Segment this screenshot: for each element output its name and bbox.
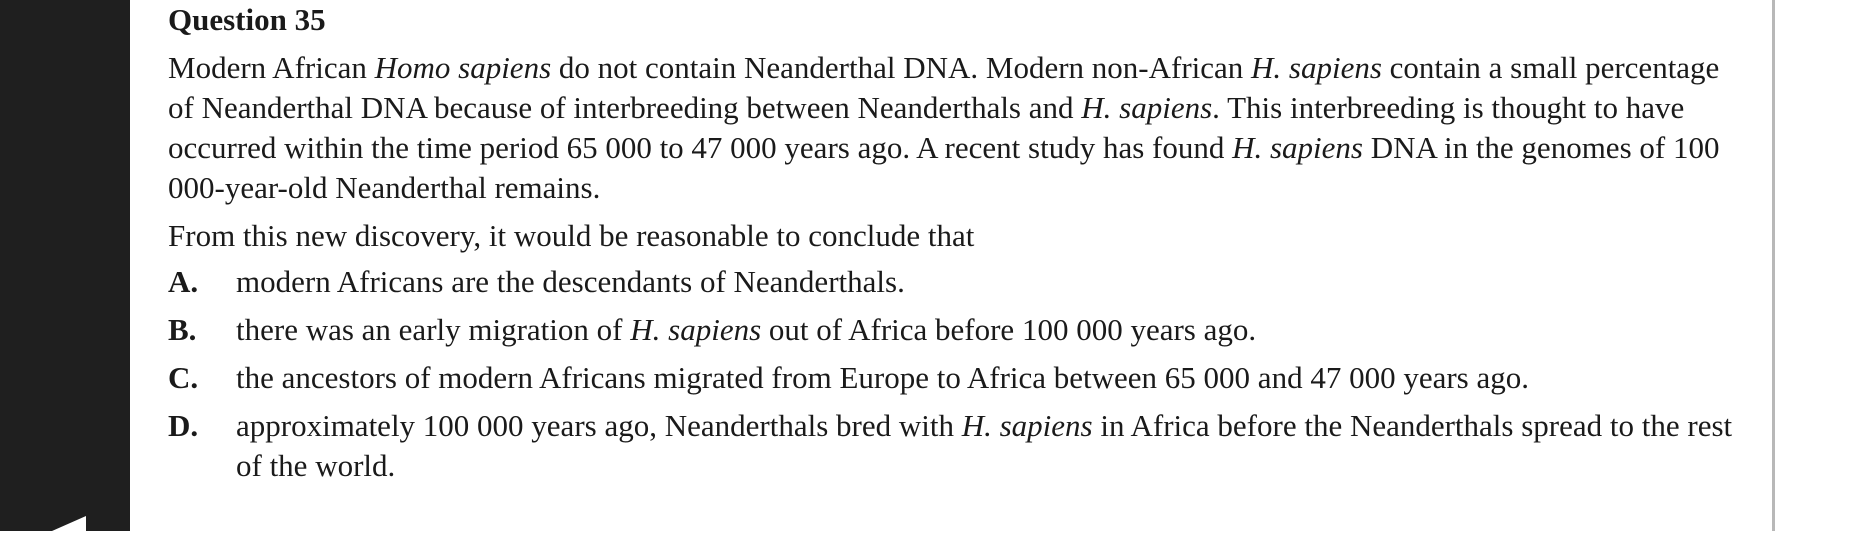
option-text (236, 406, 1748, 486)
option-part: H. sapiens (961, 408, 1093, 443)
option-part: in Africa before the Neanderthals spread to the rest of the world. (236, 408, 1733, 483)
option-letter: B. (168, 312, 197, 347)
stem-part: H. sapiens (1232, 130, 1363, 165)
option-text (236, 358, 1748, 398)
option-part: modern Africans are the descendants of Neanderthals. (236, 264, 905, 299)
option-a[interactable] (168, 262, 1748, 302)
option-text (236, 262, 1748, 302)
option-part: out of Africa before 100 000 years ago. (761, 312, 1257, 347)
stem-part: DNA in the genomes of 100 000-year-old Neanderthal remains. (168, 130, 1720, 205)
option-part: H. sapiens (630, 312, 762, 347)
option-text (236, 310, 1748, 350)
stem-part: H. sapiens (1251, 50, 1382, 85)
option-c[interactable] (168, 358, 1748, 398)
option-letter: D. (168, 408, 199, 443)
stem-part: Homo sapiens (374, 50, 552, 85)
stem-part: do not contain Neanderthal DNA. Modern non-African (551, 50, 1252, 85)
option-part: approximately 100 000 years ago, Neanderthals bred with (236, 408, 962, 443)
right-gutter (1775, 0, 1871, 531)
stem-part: Modern African (168, 50, 375, 85)
back-arrow-icon[interactable] (52, 516, 86, 546)
option-letter: C. (168, 360, 199, 395)
stem-part: . This interbreeding is thought to have occurred within the time period 65 000 to 47 000 years ago. A recent study has found (168, 90, 1685, 165)
option-part: there was an early migration of (236, 312, 631, 347)
option-b[interactable] (168, 310, 1748, 350)
option-part: the ancestors of modern Africans migrated from Europe to Africa between 65 000 and 47 000 years ago. (236, 360, 1529, 395)
left-sidebar (0, 0, 130, 531)
question-title: Question 35 (168, 2, 326, 37)
stem-part: contain a small percentage of Neanderthal DNA because of interbreeding between Neanderthals and (168, 50, 1720, 125)
option-d[interactable] (168, 406, 1748, 486)
answer-options (168, 262, 1748, 486)
question-content (168, 0, 1748, 494)
option-letter: A. (168, 264, 199, 299)
question-prompt: From this new discovery, it would be reasonable to conclude that (168, 218, 975, 253)
question-stem (168, 48, 1748, 208)
stem-part: H. sapiens (1081, 90, 1213, 125)
